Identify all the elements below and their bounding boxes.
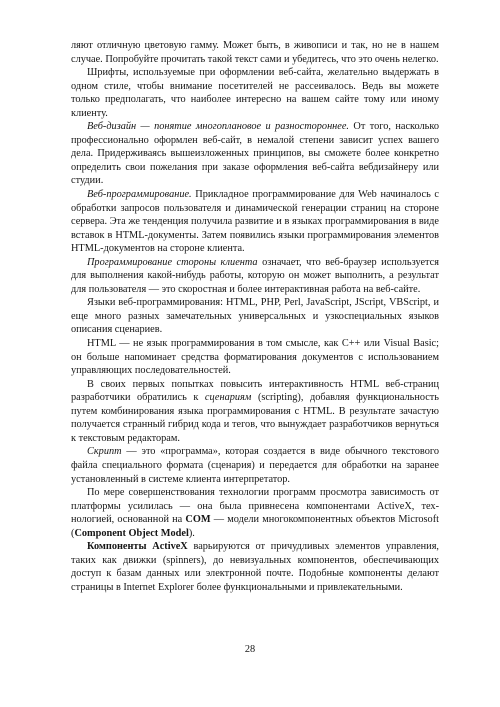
text-segment: Шрифты, используемые при оформлении веб-сайта, желательно выдержать в одном стиле, чтобы внимание посетителей не рассеивалось. Ведь вы можете только предполагать, что наиболее интересно на вашем сайте тому или иному клиенту. <box>71 67 439 119</box>
paragraph-web-programming <box>71 188 439 256</box>
text-segment: — это «программа», которая создается в виде обычного текстового файла специального формата (сценария) и передается для обработки на заранее установленный в системе клиента интерпретатор. <box>71 446 439 485</box>
text-segment: (scripting), добавляя функциональность путем комбинирования языка программирования с HTML. В результате зачастую получается странный гибрид кода и тегов, что вынуждает разработчиков вернуться к текстовым редакторам. <box>71 392 440 444</box>
paragraph-html <box>71 337 439 378</box>
text-segment: ). <box>188 527 195 539</box>
text-segment: Программирование стороны клиента <box>87 256 258 268</box>
text-segment: ляют отличную цветовую гамму. Может быть, в живописи и так, но не в нашем случае. Попробуйте прочитать такой текст сами и убедитесь, что это очень нелегко. <box>71 40 439 65</box>
text-segment: В своих первых попытках повысить интерактивность HTML веб-страниц разработчики обратились к <box>71 378 439 404</box>
paragraph-scenarios <box>71 378 439 446</box>
page-number: 28 <box>244 644 256 655</box>
paragraph-color-continuation <box>71 39 439 66</box>
text-segment: HTML — не язык программирования в том смысле, как С++ или Visual Basic; он больше напоминает средства форматирования документов с использованием управляющих последовательностей. <box>71 338 439 377</box>
text-segment: По мере совершенствования технологии программ просмотра зависимость от платформы усилилась — она была привнесена компонентами ActiveX, технологией, основанной на <box>71 487 439 526</box>
text-segment: Компоненты ActiveX <box>87 541 188 553</box>
paragraph-languages <box>71 296 439 337</box>
text-segment: — модели многокомпонентных объектов Microsoft ( <box>71 514 439 539</box>
paragraph-script <box>71 445 439 486</box>
text-segment: COM <box>185 514 211 526</box>
paragraph-client-side <box>71 256 439 297</box>
paragraph-activex-components <box>71 540 439 594</box>
text-segment: Прикладное программирование для Web начиналось с обработки запросов пользователя и динамической генерации страниц на стороне сервера. Эта же тенденция получила развитие и в языках программирования в виде вставок в HTML-документы. Затем появились языки программирования элементов HTML-документов на стороне клиента. <box>71 189 439 255</box>
paragraph-activex-com <box>71 486 439 540</box>
paragraph-fonts <box>71 66 439 120</box>
text-segment: Языки веб-программирования: HTML, PHP, Perl, JavaScript, JScript, VBScript, и еще много разных замечательных универсальных и узкоспециальных языков описания сценариев. <box>71 297 439 336</box>
text-segment: Скрипт <box>87 446 122 458</box>
paragraph-web-design <box>71 120 439 188</box>
text-segment: означает, что веб-браузер используется для выполнения какой-нибудь работы, которую он может выполнить, а результат для пользователя — это скоростная и более интерактивная работа на веб-сайте. <box>71 256 439 295</box>
text-segment: Component Object Model <box>74 527 189 539</box>
text-segment: сценариям <box>204 392 252 404</box>
text-segment: Веб-дизайн — понятие многоплановое и разностороннее. <box>87 121 350 133</box>
page-body <box>71 39 439 594</box>
text-segment: варьируются от причудливых элементов управления, таких как движки (spinners), до невизуальных компонентов, обеспечивающих доступ к базам данных или электронной почте. Подобные компоненты делают страницы в Internet Explorer более функциональными и привлекательными. <box>71 541 439 593</box>
text-segment: Веб-программирование. <box>87 189 192 201</box>
text-segment: От того, насколько профессионально оформлен веб-сайт, в немалой степени зависит успех вашего дела. Придерживаясь вышеизложенных принципов, вы сможете более конкретно определить свои пожелания при заказе оформления веб-сайта вебдизайнеру или студии. <box>71 121 440 187</box>
